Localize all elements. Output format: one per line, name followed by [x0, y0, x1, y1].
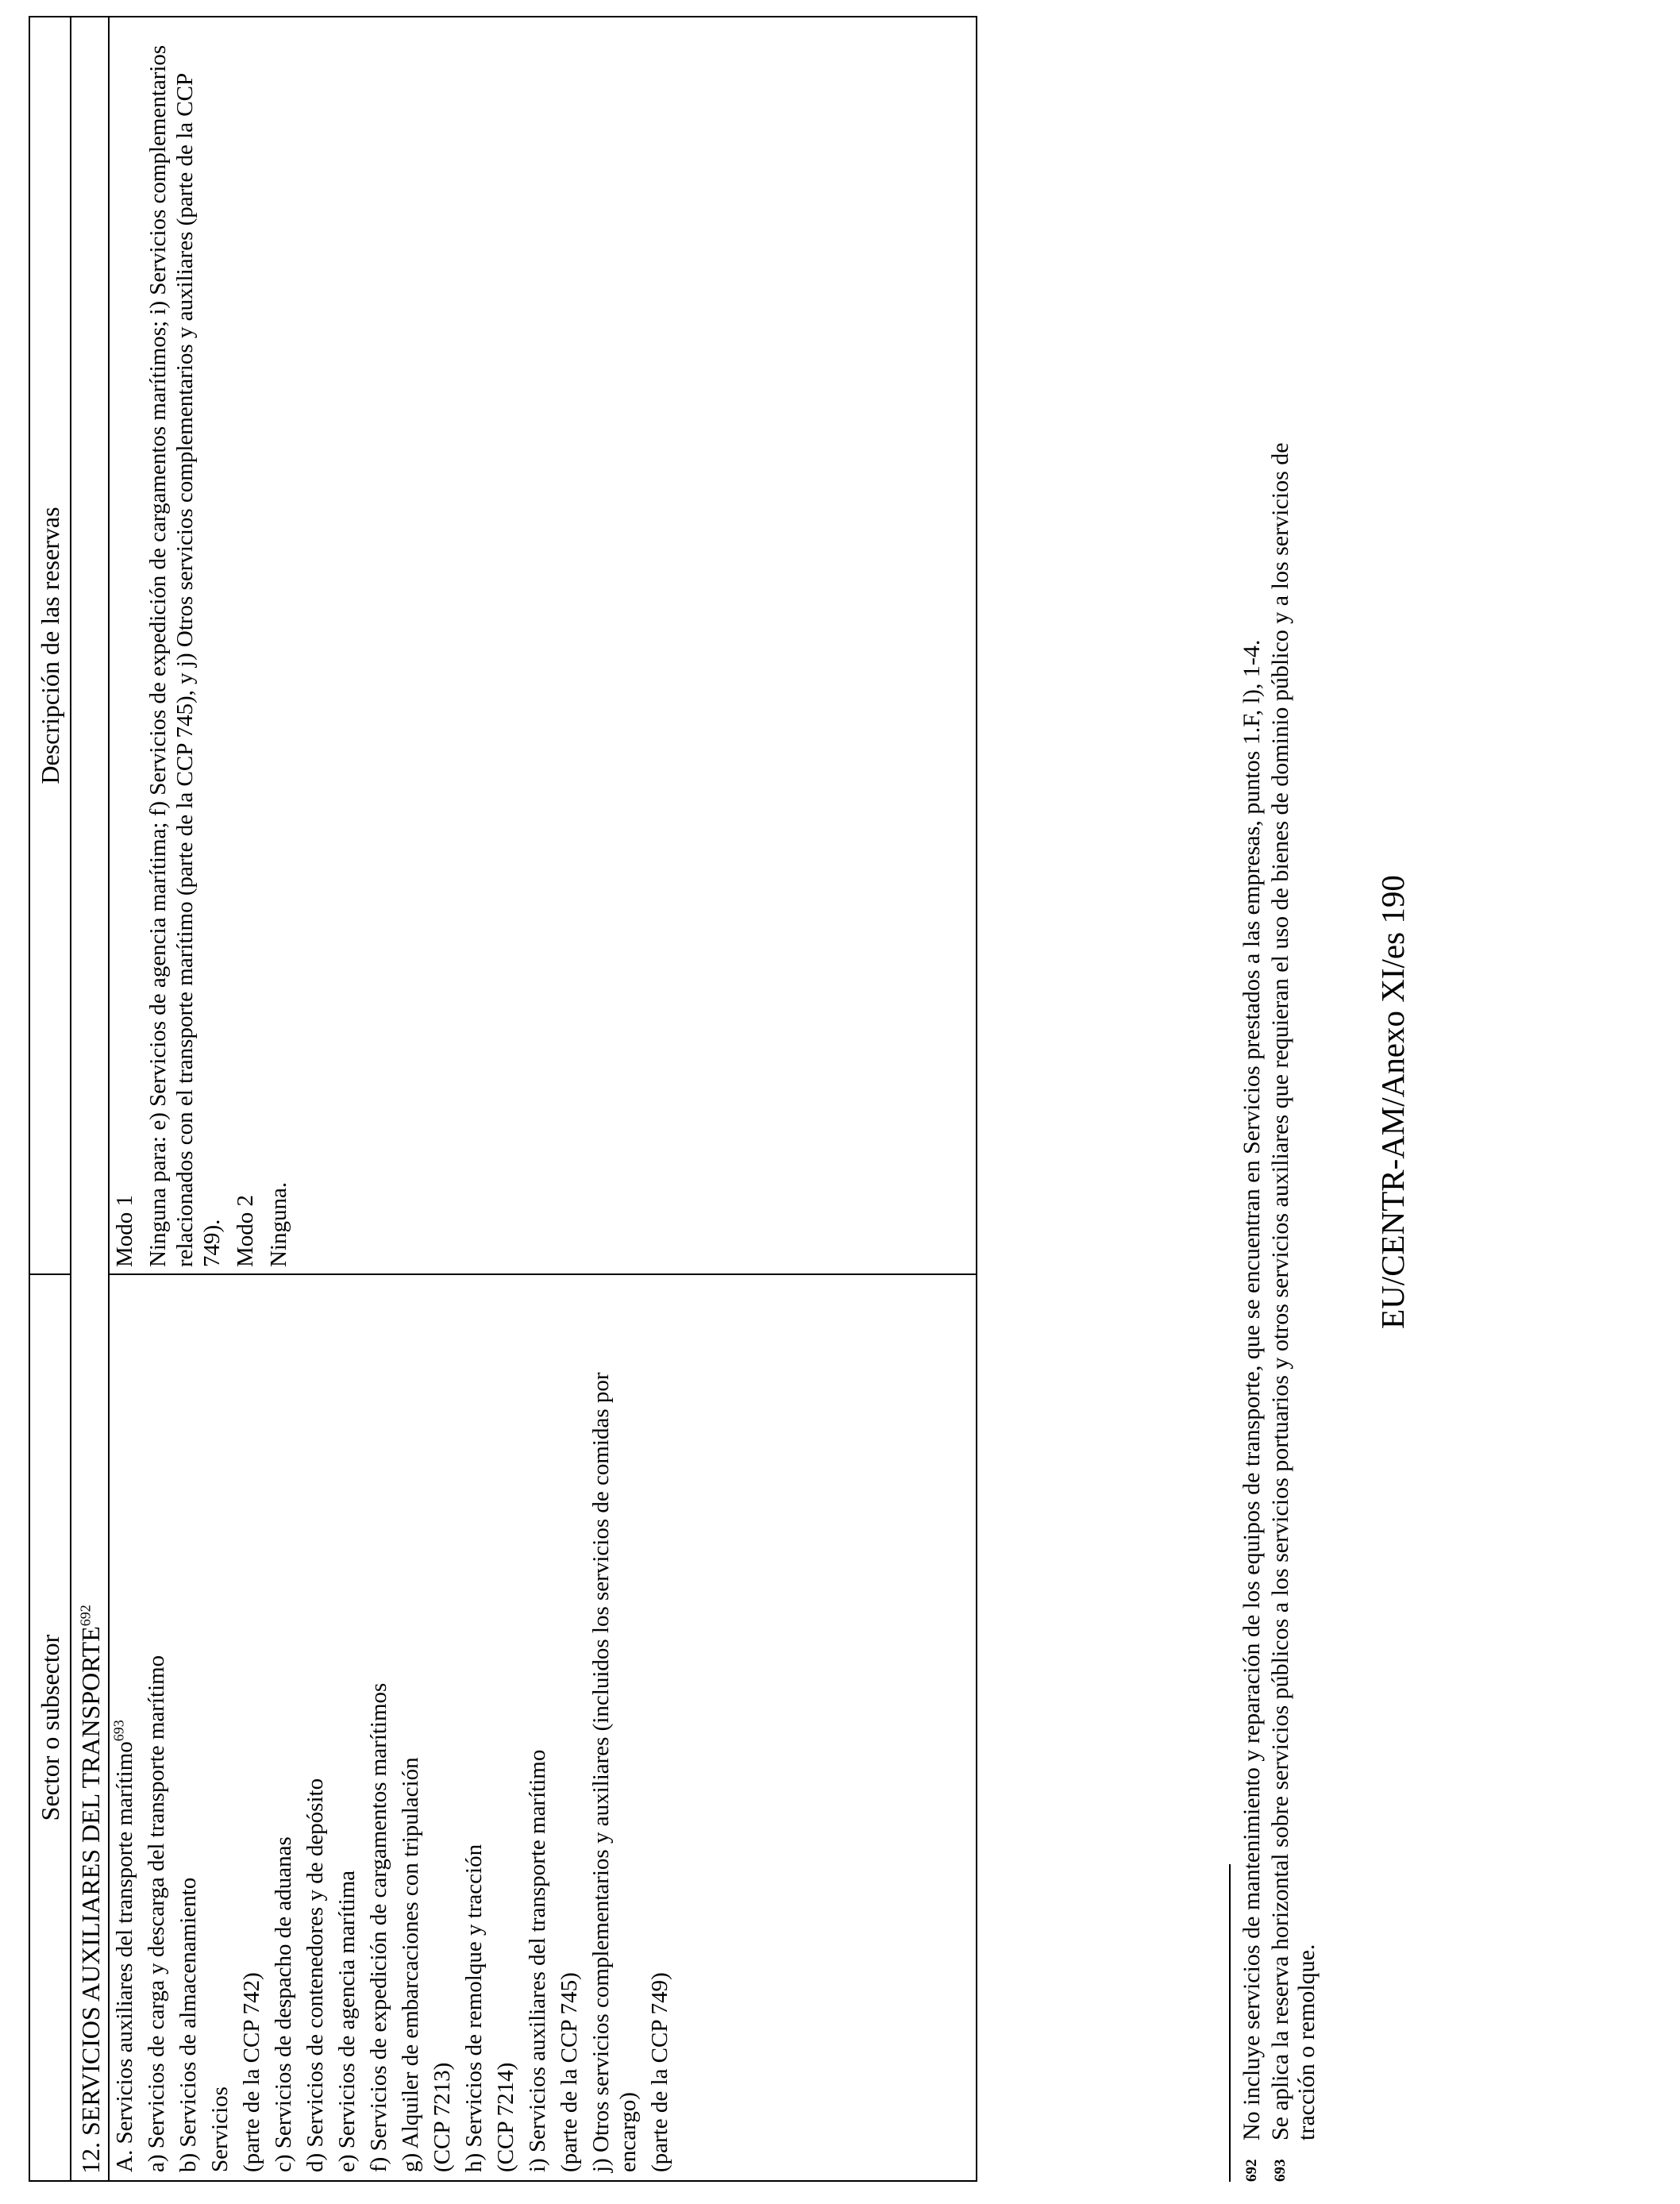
mode2-text: Ninguna. — [266, 1181, 291, 1267]
footnote-693 — [1267, 435, 1320, 2182]
description-column — [111, 29, 299, 1267]
footnote-number: 693 — [1272, 2159, 1289, 2182]
header-description: Descripción de las reservas — [36, 507, 64, 784]
section-title: 12. SERVICIOS AUXILIARES DEL TRANSPORTE$^{692}$ — [76, 1605, 105, 2174]
mode2-label: Modo 2 — [233, 1194, 258, 1267]
sector-item-j: j) Otros servicios complementarios y auxiliares (incluidos los servicios de comidas por encargo) — [588, 1372, 641, 2172]
header-column-divider — [30, 1273, 70, 1275]
footnote-ref-693: 693 — [110, 1720, 127, 1742]
sector-item-c: c) Servicios de despacho de aduanas — [271, 1836, 296, 2172]
sector-item-a: a) Servicios de carga y descarga del transporte marítimo — [144, 1655, 169, 2172]
page-footer: EU/CENTR-AM/Anexo XI/es 190 — [1374, 875, 1411, 1329]
subsector-title: A. Servicios auxiliares del transporte marítimo$^{693}$ — [110, 1720, 137, 2172]
reservations-table — [29, 16, 977, 2182]
section-divider — [108, 17, 110, 2180]
footnote-number: 692 — [1243, 2159, 1260, 2182]
sector-item-f: f) Servicios de expedición de cargamentos marítimos — [366, 1682, 391, 2172]
mode1-text: Ninguna para: e) Servicios de agencia marítima; f) Servicios de expedición de cargamentos marítimos; i) Servicios complementarios relacionados con el transporte marítimo (parte de la CCP 745), y j) Otros servicios complementarios y auxiliares (parte de la CCP 749). — [145, 44, 225, 1267]
sector-item-g: g) Alquiler de embarcaciones con tripulación — [398, 1757, 423, 2172]
sector-item-j-ccp: (parte de la CCP 749) — [647, 1972, 672, 2172]
sector-item-e: e) Servicios de agencia marítima — [334, 1870, 360, 2172]
sector-item-b-ccp: (parte de la CCP 742) — [239, 1972, 264, 2172]
mode1-label: Modo 1 — [112, 1194, 137, 1267]
sector-item-h-ccp: (CCP 7214) — [493, 2062, 518, 2172]
sector-column — [111, 1275, 678, 2172]
header-sector: Sector o subsector — [36, 1634, 64, 1821]
footnote-text: Se aplica la reserva horizontal sobre servicios públicos a los servicios portuarios y otros servicios auxiliares que requieran el uso de bienes de dominio público y a los servicios de tracción o remolque. — [1267, 442, 1320, 2140]
footnote-text: No incluye servicios de mantenimiento y reparación de los equipos de transporte, que se encuentran en Servicios prestados a las empresas, puntos 1.F, l), 1-4. — [1239, 639, 1265, 2140]
sector-item-b: b) Servicios de almacenamiento — [175, 1877, 201, 2172]
sector-item-d: d) Servicios de contenedores y de depósito — [302, 1778, 328, 2172]
footnote-rule — [1229, 1864, 1231, 2182]
sector-item-h: h) Servicios de remolque y tracción — [461, 1844, 487, 2172]
footnote-ref-692: 692 — [77, 1605, 94, 1627]
sector-item-b-services: Servicios — [207, 2086, 233, 2172]
sector-item-g-ccp: (CCP 7213) — [430, 2062, 455, 2172]
footnote-692 — [1239, 435, 1265, 2182]
sector-item-i: i) Servicios auxiliares del transporte marítimo — [525, 1749, 550, 2172]
sector-item-i-ccp: (parte de la CCP 745) — [557, 1972, 582, 2172]
